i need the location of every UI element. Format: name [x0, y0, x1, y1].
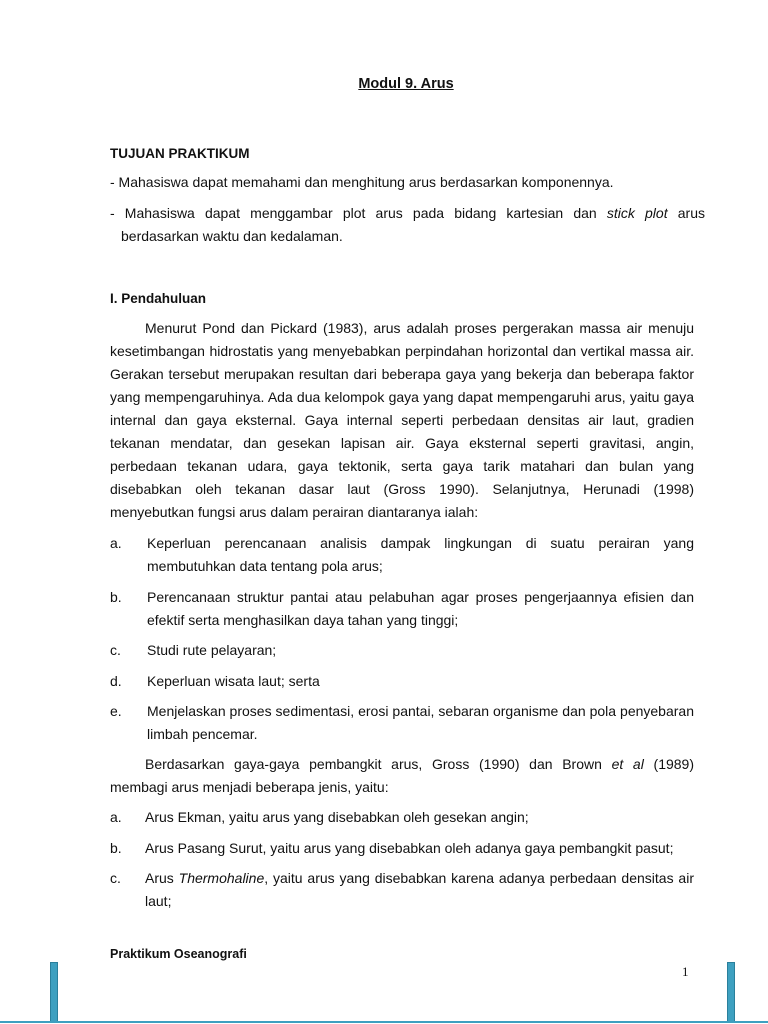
list-item-text: Keperluan perencanaan analisis dampak lingkungan di suatu perairan yang membutuhkan data tentang pola arus;	[147, 535, 694, 574]
list-marker: c.	[110, 642, 121, 658]
type-item-b	[110, 837, 694, 860]
objectives-heading: TUJUAN PRAKTIKUM	[110, 146, 250, 161]
type-c-italic: Thermohaline	[178, 870, 265, 886]
list-item-text: Perencanaan struktur pantai atau pelabuhan agar proses pengerjaannya efisien dan efektif serta menghasilkan daya tahan yang tinggi;	[147, 589, 694, 628]
list-marker: a.	[110, 535, 122, 551]
list-item-text: Arus Ekman, yaitu arus yang disebabkan oleh gesekan angin;	[145, 809, 529, 825]
list-marker: c.	[110, 870, 121, 886]
function-item-e	[110, 700, 694, 746]
list-marker: d.	[110, 673, 122, 689]
intro-paragraph-1: Menurut Pond dan Pickard (1983), arus adalah proses pergerakan massa air menuju kesetimbangan hidrostatis yang menyebabkan perpindahan horizontal dan vertikal massa air. Gerakan tersebut merupakan resultan dari beberapa gaya yang bekerja dan beberapa faktor yang mempengaruhinya. Ada dua kelompok gaya yang dapat mempengaruhi arus, yaitu gaya internal dan gaya eksternal. Gaya internal seperti perbedaan densitas air laut, gradien tekanan mendatar, dan gesekan lapisan air. Gaya eksternal seperti gravitasi, angin, perbedaan tekanan udara, gaya tektonik, serta gaya tarik matahari dan bulan yang disebabkan oleh tekanan dasar laut (Gross 1990). Selanjutnya, Herunadi (1998) menyebutkan fungsi arus dalam perairan diantaranya ialah:	[110, 320, 694, 520]
left-border-bar	[50, 962, 58, 1022]
objective-item-2-text-end: arus berdasarkan waktu dan kedalaman.	[121, 205, 705, 244]
list-item-text	[145, 867, 694, 913]
function-item-d	[110, 670, 694, 693]
paragraph-2-text-end: (1989) membagi arus menjadi beberapa jenis, yaitu:	[110, 756, 694, 795]
list-item-text: Arus Pasang Surut, yaitu arus yang disebabkan oleh adanya gaya pembangkit pasut;	[145, 840, 674, 856]
list-marker: b.	[110, 840, 122, 856]
page-number: 1	[682, 964, 689, 979]
function-item-c	[110, 639, 694, 662]
list-item-text: Menjelaskan proses sedimentasi, erosi pantai, sebaran organisme dan pola penyebaran limbah pencemar.	[147, 703, 694, 742]
objective-item-2-text: - Mahasiswa dapat menggambar plot arus pada bidang kartesian dan	[110, 205, 607, 221]
list-marker: b.	[110, 589, 122, 605]
document-title: Modul 9. Arus	[358, 76, 454, 92]
intro-paragraph-2	[110, 753, 694, 799]
type-item-a	[110, 806, 694, 829]
function-item-a	[110, 532, 694, 578]
right-border-bar	[727, 962, 735, 1022]
footer-label: Praktikum Oseanografi	[110, 947, 247, 961]
objective-item-2-italic: stick plot	[606, 205, 668, 221]
bottom-border-line	[0, 1021, 768, 1023]
paragraph-2-text: Berdasarkan gaya-gaya pembangkit arus, Gross (1990) dan Brown	[145, 756, 612, 772]
list-item-text: Studi rute pelayaran;	[147, 642, 277, 658]
function-item-b	[110, 586, 694, 632]
list-marker: a.	[110, 809, 122, 825]
type-c-text-end: , yaitu arus yang disebabkan karena adanya perbedaan densitas air laut;	[145, 870, 694, 909]
type-item-c	[110, 867, 694, 913]
objective-item-2	[110, 202, 705, 248]
objective-item-1: - Mahasiswa dapat memahami dan menghitung arus berdasarkan komponennya.	[110, 174, 614, 190]
paragraph-2-italic: et al	[611, 756, 644, 772]
type-c-text: Arus	[145, 870, 179, 886]
list-marker: e.	[110, 703, 122, 719]
list-item-text: Keperluan wisata laut; serta	[147, 673, 320, 689]
intro-heading: I. Pendahuluan	[110, 291, 207, 306]
